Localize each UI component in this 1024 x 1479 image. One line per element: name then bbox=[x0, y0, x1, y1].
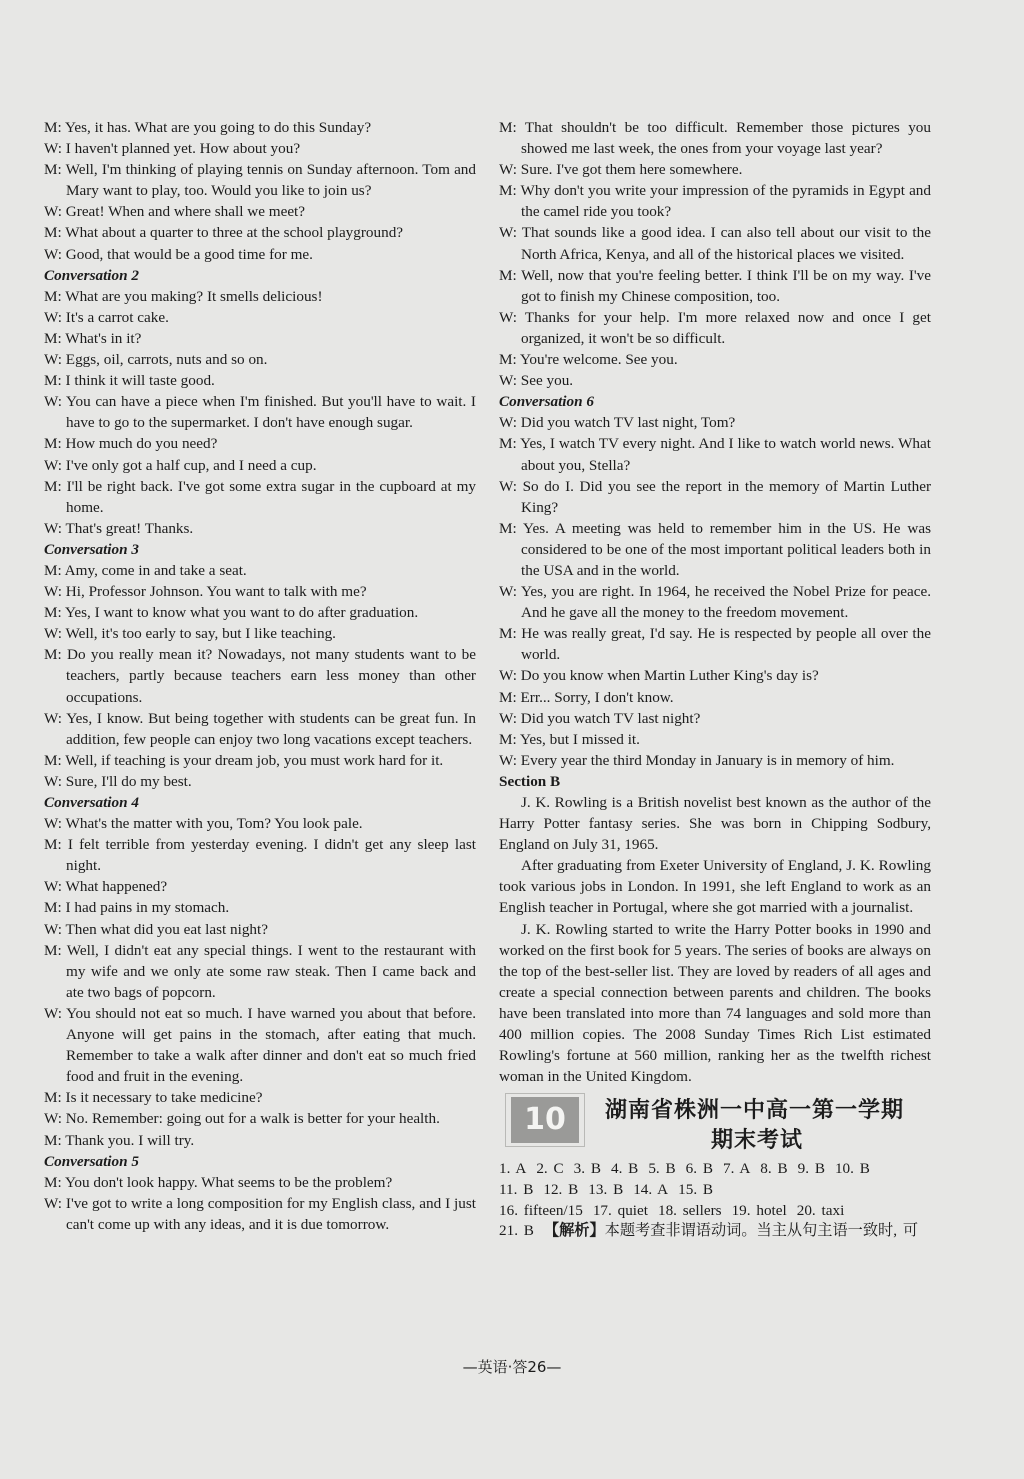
dialogue-line: W: Sure. I've got them here somewhere. bbox=[499, 161, 743, 179]
analysis-text: 本题考查非谓语动词。当主从句主语一致时, 可 bbox=[604, 1222, 919, 1240]
answer-row bbox=[499, 1180, 931, 1201]
answer-item: 5. B bbox=[648, 1160, 676, 1178]
answer-item: 20. taxi bbox=[796, 1201, 845, 1219]
dialogue-line: W: Did you watch TV last night? bbox=[499, 709, 701, 727]
conversation-heading: Conversation 3 bbox=[44, 540, 139, 558]
dialogue-line: M: He was really great, I'd say. He is respected by people all over the world. bbox=[499, 625, 931, 664]
dialogue-line: M: How much do you need? bbox=[44, 435, 218, 453]
dialogue-line: M: What are you making? It smells delicious! bbox=[44, 287, 323, 305]
section-heading: Section B bbox=[499, 772, 561, 790]
dialogue-line: W: That's great! Thanks. bbox=[44, 519, 194, 537]
dialogue-line: W: Yes, I know. But being together with students can be great fun. In addition, few people can enjoy two long vacations except teachers. bbox=[44, 709, 476, 748]
conversation-heading: Conversation 4 bbox=[44, 794, 139, 811]
answer-key bbox=[499, 1159, 931, 1241]
dialogue-line: M: Yes, it has. What are you going to do this Sunday? bbox=[44, 119, 372, 136]
dialogue-line: M: Thank you. I will try. bbox=[44, 1131, 195, 1149]
dialogue-line: W: That sounds like a good idea. I can also tell about our visit to the North Africa, Kenya, and all of the historical places we visited. bbox=[499, 224, 931, 263]
answer-item: 4. B bbox=[610, 1160, 639, 1178]
dialogue-line: W: Good, that would be a good time for me. bbox=[44, 245, 313, 263]
answer-item: 15. B bbox=[678, 1180, 714, 1198]
dialogue-line: W: Then what did you eat last night? bbox=[44, 920, 268, 938]
dialogue-line: W: Thanks for your help. I'm more relaxed now and once I get organized, it won't be so difficult. bbox=[499, 308, 931, 347]
dialogue-line: W: Great! When and where shall we meet? bbox=[44, 203, 306, 221]
dialogue-line: M: Well, I'm thinking of playing tennis on Sunday afternoon. Tom and Mary want to play, too. Would you like to join us? bbox=[44, 161, 476, 200]
dialogue-line: M: Yes. A meeting was held to remember him in the US. He was considered to be one of the most important political leaders both in the USA and in the world. bbox=[499, 519, 931, 579]
passage-paragraph: J. K. Rowling is a British novelist best known as the author of the Harry Potter fantasy series. She was born in Chipping Sodbury, England on July 31, 1965. bbox=[499, 794, 931, 854]
answer-item: 7. A bbox=[722, 1160, 751, 1178]
answer-item: 1. A bbox=[499, 1160, 527, 1178]
right-column bbox=[499, 117, 931, 1242]
conversation-heading: Conversation 2 bbox=[44, 266, 139, 284]
dialogue-line: M: Yes, I watch TV every night. And I like to watch world news. What about you, Stella? bbox=[499, 435, 931, 474]
answer-row bbox=[499, 1201, 931, 1222]
conversation-heading: Conversation 6 bbox=[499, 393, 594, 411]
answer-item: 12. B bbox=[543, 1180, 579, 1198]
dialogue-line: M: Well, now that you're feeling better. I think I'll be on my way. I've got to finish my Chinese composition, too. bbox=[499, 266, 931, 305]
conversation-heading: Conversation 5 bbox=[44, 1152, 139, 1170]
dialogue-line: M: That shouldn't be too difficult. Remember those pictures you showed me last week, the ones from your voyage last year? bbox=[499, 119, 931, 158]
exam-title-line2: 期末考试 bbox=[711, 1128, 804, 1154]
dialogue-line: M: I'll be right back. I've got some extra sugar in the cupboard at my home. bbox=[44, 477, 476, 516]
answer-item: 6. B bbox=[685, 1160, 713, 1178]
dialogue-line: W: Hi, Professor Johnson. You want to talk with me? bbox=[44, 583, 367, 601]
dialogue-line: W: Did you watch TV last night, Tom? bbox=[499, 414, 736, 432]
analysis-tag: 【解析】 bbox=[543, 1222, 605, 1240]
dialogue-line: W: I've only got a half cup, and I need a cup. bbox=[44, 456, 317, 474]
dialogue-line: M: Well, if teaching is your dream job, you must work hard for it. bbox=[44, 751, 444, 769]
right-column-text bbox=[499, 117, 931, 1087]
dialogue-line: W: See you. bbox=[499, 372, 574, 390]
dialogue-line: M: Err... Sorry, I don't know. bbox=[499, 688, 674, 706]
dialogue-line: M: Why don't you write your impression of the pyramids in Egypt and the camel ride you took? bbox=[499, 182, 931, 221]
answer-item: 3. B bbox=[573, 1160, 601, 1178]
answer-item: 19. hotel bbox=[731, 1201, 787, 1219]
dialogue-line: W: I haven't planned yet. How about you? bbox=[44, 140, 301, 158]
dialogue-line: W: No. Remember: going out for a walk is better for your health. bbox=[44, 1110, 440, 1128]
answer-item: 8. B bbox=[760, 1160, 788, 1178]
dialogue-line: M: What about a quarter to three at the school playground? bbox=[44, 224, 404, 242]
answer-item: 10. B bbox=[834, 1160, 870, 1178]
dialogue-line: W: Do you know when Martin Luther King's day is? bbox=[499, 667, 819, 685]
answer-item: 16. fifteen/15 bbox=[499, 1201, 583, 1219]
dialogue-line: W: Yes, you are right. In 1964, he received the Nobel Prize for peace. And he gave all the money to the freedom movement. bbox=[499, 583, 931, 622]
passage-paragraph: After graduating from Exeter University of England, J. K. Rowling took various jobs in London. In 1991, she left England to work as an English teacher in Portugal, where she got married with a journalist. bbox=[499, 857, 931, 917]
dialogue-line: M: Well, I didn't eat any special things. I went to the restaurant with my wife and we only ate some raw steak. Then I came back and ate two bags of popcorn. bbox=[44, 941, 476, 1001]
dialogue-line: W: What's the matter with you, Tom? You look pale. bbox=[44, 815, 363, 833]
answer-row bbox=[499, 1159, 931, 1180]
answer-item: 14. A bbox=[633, 1180, 669, 1198]
answer-item: 13. B bbox=[588, 1180, 624, 1198]
dialogue-line: W: Every year the third Monday in January is in memory of him. bbox=[499, 751, 895, 769]
page-footer: —英语·答26— bbox=[462, 1358, 562, 1376]
dialogue-line: W: So do I. Did you see the report in the memory of Martin Luther King? bbox=[499, 477, 931, 516]
dialogue-line: W: You should not eat so much. I have warned you about that before. Anyone will get pains in the stomach, after eating that much. Remember to take a walk after dinner and don't eat so much fried food and fruit in the evening. bbox=[44, 1004, 476, 1086]
answer-item: 2. C bbox=[536, 1160, 564, 1178]
dialogue-line: W: Eggs, oil, carrots, nuts and so on. bbox=[44, 351, 268, 369]
dialogue-line: M: Is it necessary to take medicine? bbox=[44, 1089, 263, 1107]
answer-item: 18. sellers bbox=[657, 1201, 722, 1219]
dialogue-line: M: You're welcome. See you. bbox=[499, 351, 678, 369]
exam-number-badge: 10 bbox=[511, 1097, 579, 1143]
answer-item: 9. B bbox=[797, 1160, 825, 1178]
exam-title-line1: 湖南省株洲一中高一第一学期 bbox=[605, 1098, 905, 1124]
left-column bbox=[44, 117, 476, 1235]
dialogue-line: W: What happened? bbox=[44, 878, 168, 896]
dialogue-line: W: It's a carrot cake. bbox=[44, 308, 169, 326]
answer-item: 11. B bbox=[499, 1180, 534, 1198]
dialogue-line: M: I felt terrible from yesterday evening. I didn't get any sleep last night. bbox=[44, 836, 476, 875]
dialogue-line: W: Sure, I'll do my best. bbox=[44, 772, 192, 790]
dialogue-line: W: I've got to write a long composition for my English class, and I just can't come up with any ideas, and it is due tomorrow. bbox=[44, 1194, 476, 1233]
dialogue-line: M: Do you really mean it? Nowadays, not many students want to be teachers, partly because teachers earn less money than other occupations. bbox=[44, 646, 476, 706]
answer-row-explanation bbox=[499, 1221, 931, 1242]
dialogue-line: M: I had pains in my stomach. bbox=[44, 899, 230, 917]
answer-item: 17. quiet bbox=[592, 1201, 648, 1219]
dialogue-line: M: What's in it? bbox=[44, 329, 142, 347]
dialogue-line: M: Yes, but I missed it. bbox=[499, 730, 640, 748]
answer-item: 21. B bbox=[499, 1222, 534, 1240]
dialogue-line: W: You can have a piece when I'm finished. But you'll have to wait. I have to go to the supermarket. I don't have enough sugar. bbox=[44, 393, 476, 432]
dialogue-line: M: Yes, I want to know what you want to do after graduation. bbox=[44, 604, 419, 622]
dialogue-line: M: I think it will taste good. bbox=[44, 372, 215, 390]
dialogue-line: M: You don't look happy. What seems to be the problem? bbox=[44, 1173, 393, 1191]
dialogue-line: W: Well, it's too early to say, but I like teaching. bbox=[44, 625, 336, 643]
exam-title-block bbox=[499, 1091, 931, 1153]
dialogue-line: M: Amy, come in and take a seat. bbox=[44, 561, 247, 579]
passage-paragraph: J. K. Rowling started to write the Harry Potter books in 1990 and worked on the first book for 5 years. The series of books are always on the top of the best-seller list. They are loved by readers of all ages and create a special connection between parents and children. The books have been translated into more than 74 languages and sold more than 400 million copies. The 2008 Sunday Times Rich List estimated Rowling's fortune at 560 million, ranking her as the twelfth richest woman in the United Kingdom. bbox=[499, 920, 931, 1086]
